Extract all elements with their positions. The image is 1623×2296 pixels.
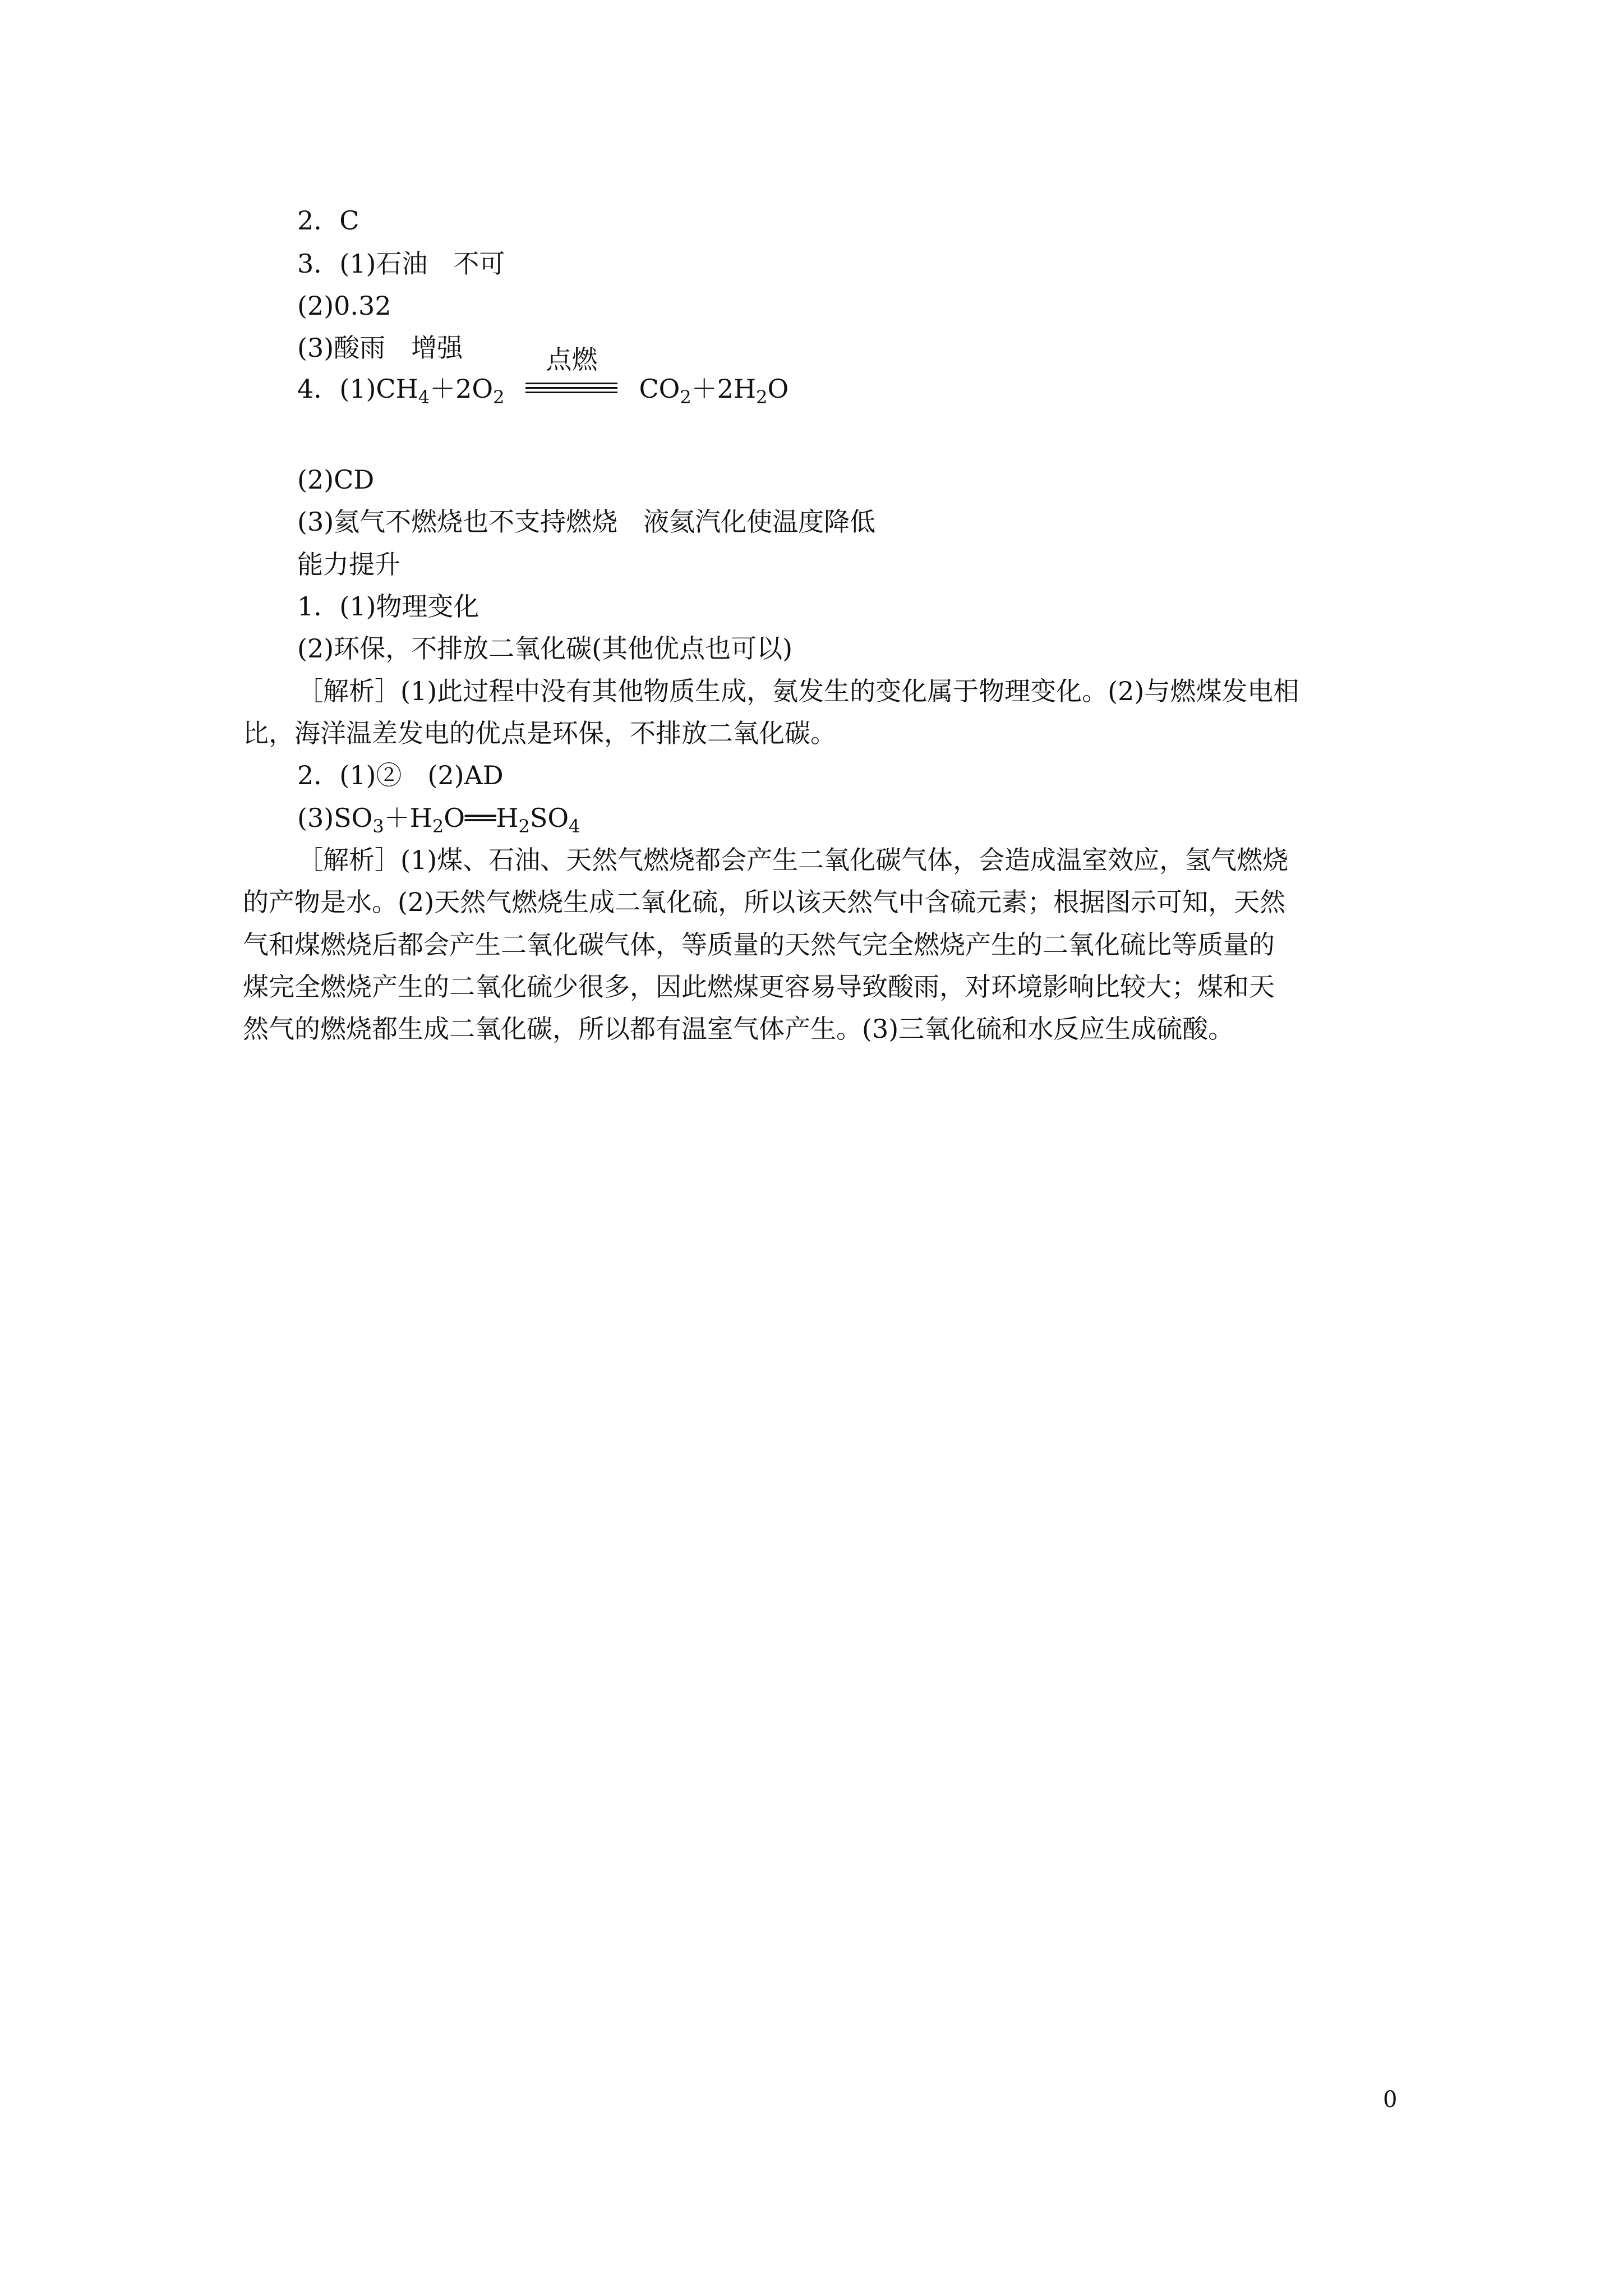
eq-ch-sub: 4: [418, 386, 430, 408]
eq-plus1: ＋2O: [430, 374, 494, 404]
s-d-sub: 4: [569, 816, 580, 837]
equal-bars: [525, 383, 617, 394]
ability-1-analysis: ［解析］(1)此过程中没有其他物质生成，氨发生的变化属于物理变化。(2)与燃煤发电相: [297, 676, 1299, 706]
s-d: SO: [529, 803, 569, 833]
page-number: 0: [1383, 2087, 1398, 2113]
answer-3-3: (3)酸雨 增强: [297, 333, 463, 363]
s-b-sub: 2: [432, 816, 444, 837]
s-c-sub: 2: [518, 816, 530, 837]
eq-co: CO: [639, 374, 680, 404]
ability-2-analysis-cont4: 然气的燃烧都生成二氧化碳，所以都有温室气体产生。(3)三氧化硫和水反应生成硫酸。: [243, 1014, 1234, 1044]
eq-h-sub: 2: [756, 386, 768, 408]
s-b: ＋H: [384, 803, 432, 833]
answer-3-1: 3．(1)石油 不可: [297, 249, 505, 279]
ability-2-1: 2．(1)② (2)AD: [297, 760, 504, 790]
eq-co-sub: 2: [680, 386, 691, 408]
ability-1-2: (2)环保，不排放二氧化碳(其他优点也可以): [297, 633, 793, 664]
eq-o: O: [767, 374, 789, 404]
answer-4-2: (2)CD: [297, 464, 375, 495]
reaction-condition: [515, 344, 628, 402]
ability-2-analysis-cont2: 气和煤燃烧后都会产生二氧化碳气体，等质量的天然气完全燃烧产生的二氧化硫比等质量的: [243, 930, 1275, 960]
eq-plus2: ＋2H: [691, 374, 757, 404]
condition-label: 点燃: [546, 344, 598, 375]
answer-3-2: (2)0.32: [297, 291, 391, 321]
answer-4-3: (3)氦气不燃烧也不支持燃烧 液氦汽化使温度降低: [297, 507, 876, 537]
s-a: (3)SO: [297, 803, 373, 833]
s-c: O══H: [444, 803, 519, 833]
answer-2: 2．C: [297, 205, 359, 236]
ability-2-3-equation: [297, 803, 580, 837]
ability-2-analysis-cont3: 煤完全燃烧产生的二氧化硫少很多，因此燃煤更容易导致酸雨，对环境影响比较大；煤和天: [243, 972, 1275, 1002]
eq-prefix: 4．(1)CH: [297, 374, 418, 404]
ability-1-1: 1．(1)物理变化: [297, 591, 479, 622]
section-heading: 能力提升: [297, 549, 400, 579]
eq-o-sub: 2: [493, 386, 505, 408]
ability-2-analysis-cont1: 的产物是水。(2)天然气燃烧生成二氧化硫，所以该天然气中含硫元素；根据图示可知，天然: [243, 887, 1286, 917]
ability-2-analysis: ［解析］(1)煤、石油、天然气燃烧都会产生二氧化碳气体，会造成温室效应，氢气燃烧: [297, 845, 1289, 875]
s-a-sub: 3: [372, 816, 384, 837]
ability-1-analysis-cont: 比，海洋温差发电的优点是环保，不排放二氧化碳。: [243, 718, 836, 748]
